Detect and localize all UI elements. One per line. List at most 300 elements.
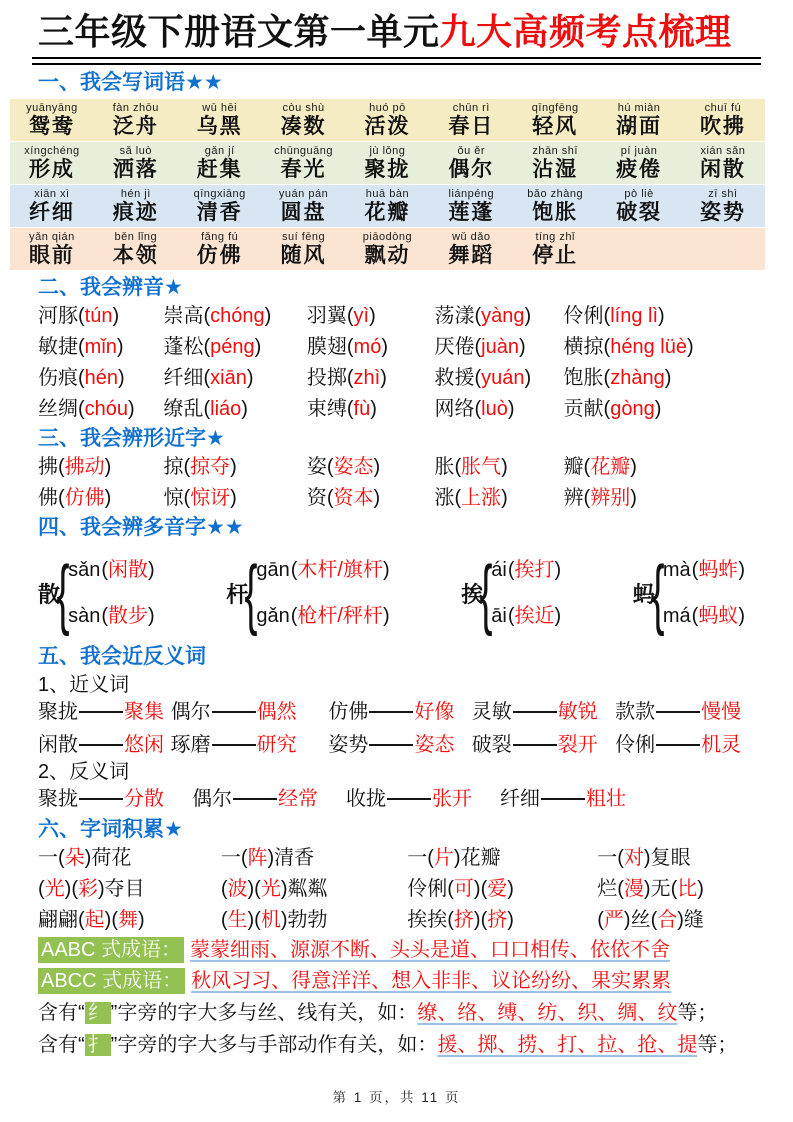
phonetic-word: 膜翅: [306, 336, 347, 358]
similar-character-item: [434, 486, 563, 510]
quantifier-item: 一(对)复眼: [597, 847, 691, 869]
word-label: 清香: [196, 201, 243, 224]
dash-separator: [656, 744, 700, 746]
example-word: 上涨: [461, 487, 502, 509]
phonetic-word: 崇高: [163, 305, 204, 327]
vocab-cell: [597, 187, 681, 224]
pinyin-label: chūn rì: [452, 102, 490, 114]
phonetic-item: [564, 366, 755, 390]
example-word: 散步: [108, 605, 148, 627]
phonetic-pinyin: yì: [353, 305, 370, 327]
aabc-list: 蒙蒙细雨、源源不断、头头是道、口口相传、依依不舍: [190, 939, 671, 961]
pinyin-label: xíngchéng: [24, 145, 80, 157]
dash-separator: [212, 711, 256, 713]
pair-left: 聚拢: [38, 701, 78, 723]
synonym-pair: [38, 733, 171, 758]
synonym-pair: [171, 733, 329, 758]
polyphone-character: 散: [38, 581, 61, 607]
pinyin-label: huā bàn: [365, 188, 410, 200]
phonetic-word: 河豚: [38, 305, 78, 327]
base-character: 资: [306, 487, 327, 509]
base-character: 瓣: [563, 456, 584, 478]
pair-right: 好像: [414, 701, 455, 723]
polyphone-entry-top: [256, 558, 389, 582]
quantifier-item: 伶俐(可)(爱): [407, 878, 514, 900]
quantifier-item: 一(片)花瓣: [407, 847, 501, 869]
pinyin-label: zī shì: [708, 188, 738, 200]
section-1-heading: 一、我会写词语★★: [38, 71, 223, 94]
polyphone-entries: [256, 558, 389, 628]
word-label: 圆盘: [280, 201, 327, 224]
phonetic-item: [38, 335, 163, 359]
vocab-cell: [681, 101, 765, 138]
word-label: 仿佛: [196, 244, 243, 267]
pinyin-label: wū hēi: [202, 102, 238, 114]
pair-left: 偶尔: [192, 788, 232, 810]
similar-character-item: [564, 455, 755, 479]
vocab-row-1: [10, 99, 765, 141]
phonetic-pinyin: fù: [353, 398, 371, 420]
pair-left: 灵敏: [471, 701, 512, 723]
vocab-cell: [513, 101, 597, 138]
pinyin-reading: má: [662, 605, 691, 627]
phonetics-grid: [38, 304, 755, 421]
polyphone-group: [38, 553, 155, 633]
vocab-cell: [429, 230, 513, 267]
silk-radical-highlight: 纟: [85, 1002, 111, 1024]
polyphone-group: [226, 553, 389, 633]
word-label: 赶集: [196, 158, 243, 181]
example-word: 姿态: [333, 456, 374, 478]
pair-left: 收拢: [346, 788, 386, 810]
polyphone-entry-bottom: [663, 604, 745, 628]
page-footer: 第 1 页，共 11 页: [332, 1090, 461, 1105]
similar-character-item: [163, 486, 306, 510]
word-label: 轻风: [532, 115, 579, 138]
phonetic-pinyin: luò: [481, 398, 508, 420]
example-word: 资本: [333, 487, 374, 509]
pair-right: 姿态: [414, 734, 455, 756]
base-character: 涨: [434, 487, 455, 509]
phonetic-word: 蓬松: [163, 336, 204, 358]
antonym-pair: [192, 787, 318, 812]
radical-note-silk: 含有“ 纟 ”字旁的字大多与丝、线有关，如：缭、络、缚、纺、织、绸、纹等；: [38, 1002, 718, 1024]
phonetic-item: [564, 397, 755, 421]
phonetic-pinyin: mó: [353, 336, 382, 358]
phonetic-word: 敏捷: [38, 336, 78, 358]
base-character: 惊: [163, 487, 184, 509]
phonetic-pinyin: zhàng: [610, 367, 665, 389]
quantifier-item: 一(朵)荷花: [38, 847, 132, 869]
synonym-pair: [328, 733, 471, 758]
quantifier-item: (严)丝(合)缝: [597, 909, 704, 931]
similar-character-item: [38, 486, 163, 510]
example-word: 胀气: [461, 456, 502, 478]
phonetic-pinyin: gòng: [610, 398, 655, 420]
vocab-cell: [178, 144, 262, 181]
pinyin-label: tíng zhǐ: [535, 231, 575, 243]
synonyms-grid: [38, 700, 755, 758]
pair-right: 经常: [278, 788, 318, 810]
antonym-pair: [346, 787, 472, 812]
phonetic-item: [434, 304, 563, 328]
vocab-table: [10, 99, 765, 270]
polyphone-entry-top: [68, 558, 155, 582]
phonetic-item: [434, 397, 563, 421]
word-label: 眼前: [28, 244, 75, 267]
phonetic-item: [564, 335, 755, 359]
phonetic-word: 横掠: [563, 336, 604, 358]
pinyin-label: pò liè: [624, 188, 654, 200]
quantifier-item: 烂(漫)无(比): [597, 878, 704, 900]
word-label: 姿势: [699, 201, 746, 224]
pair-left: 破裂: [471, 734, 512, 756]
polyphone-character: 挨: [461, 581, 484, 607]
example-word: 拂动: [64, 456, 105, 478]
brace-icon: [651, 553, 664, 633]
polyphone-diagram: [38, 547, 745, 639]
polyphone-entry-top: [663, 558, 745, 582]
word-label: 鸳鸯: [28, 115, 75, 138]
polyphone-group: [461, 553, 561, 633]
pair-left: 纤细: [500, 788, 540, 810]
word-label: 疲倦: [616, 158, 663, 181]
phonetic-word: 网络: [434, 398, 475, 420]
similar-character-item: [307, 455, 435, 479]
vocab-cell: [429, 101, 513, 138]
section-5-heading: 五、我会近反义词: [38, 645, 206, 668]
pinyin-label: yuānyāng: [26, 102, 78, 114]
example-word: 蚂蚁: [698, 605, 739, 627]
synonym-pair: [328, 700, 471, 725]
abcc-list: 秋风习习、得意洋洋、想入非非、议论纷纷、果实累累: [191, 970, 672, 992]
vocab-cell: [597, 101, 681, 138]
phonetic-item: [307, 397, 435, 421]
quantifier-item: (光)(彩)夺目: [38, 878, 145, 900]
vocab-cell: [429, 144, 513, 181]
phonetic-word: 羽翼: [306, 305, 347, 327]
phonetic-pinyin: yuán: [481, 367, 525, 389]
similar-character-item: [434, 455, 563, 479]
word-label: 泛舟: [112, 115, 159, 138]
word-label: 洒落: [112, 158, 159, 181]
vocab-cell: [513, 230, 597, 267]
synonym-pair: [615, 733, 755, 758]
word-label: 吹拂: [699, 115, 746, 138]
similar-character-item: [307, 486, 435, 510]
vocab-cell: [94, 187, 178, 224]
polyphone-entries: [663, 558, 745, 628]
phonetic-pinyin: péng: [210, 336, 255, 358]
vocab-cell: [262, 230, 346, 267]
pinyin-label: pí juàn: [620, 145, 658, 157]
section-2-heading: 二、我会辨音★: [38, 276, 183, 299]
phonetic-item: [38, 397, 163, 421]
title-red-part: 九大高频考点梳理: [439, 11, 732, 52]
section-4-heading: 四、我会辨多音字★★: [38, 516, 244, 539]
word-label: 沾湿: [532, 158, 579, 181]
base-character: 拂: [38, 456, 58, 478]
pinyin-label: běn lǐng: [114, 231, 158, 243]
pinyin-label: piāodòng: [362, 231, 413, 243]
phonetic-pinyin: liáo: [210, 398, 242, 420]
dash-separator: [369, 744, 413, 746]
quantifier-item: 一(阵)清香: [220, 847, 315, 869]
vocab-cell: [346, 187, 430, 224]
dash-separator: [369, 711, 413, 713]
page-title: [38, 10, 755, 54]
phonetic-word: 伤痕: [38, 367, 78, 389]
phonetic-word: 缭乱: [163, 398, 204, 420]
aabc-label: AABC 式成语：: [38, 937, 184, 963]
example-word: 挨打: [514, 559, 555, 581]
vocab-cell: [94, 230, 178, 267]
synonym-pair: [171, 700, 329, 725]
example-word: 花瓣: [590, 456, 631, 478]
pair-right: 偶然: [256, 701, 297, 723]
hand-radical-highlight: 扌: [85, 1034, 111, 1056]
aabc-idioms-line: [38, 936, 755, 965]
synonym-pair: [472, 733, 615, 758]
pinyin-label: ǒu ěr: [457, 145, 486, 157]
phonetic-word: 贡献: [563, 398, 604, 420]
phonetic-item: [564, 304, 755, 328]
pinyin-reading: sǎn: [68, 559, 101, 581]
word-label: 湖面: [616, 115, 663, 138]
pair-left: 仿佛: [328, 701, 369, 723]
vocab-row-3: [10, 185, 765, 227]
brace-icon: [57, 553, 70, 633]
phonetic-word: 纤细: [163, 367, 204, 389]
base-character: 掠: [163, 456, 184, 478]
phonetic-pinyin: hén: [84, 367, 119, 389]
word-label: 本领: [112, 244, 159, 267]
phonetic-item: [307, 304, 435, 328]
pinyin-label: hú miàn: [617, 102, 661, 114]
dash-separator: [79, 744, 123, 746]
pair-right: 研究: [256, 734, 297, 756]
dash-separator: [387, 798, 431, 800]
similar-characters-grid: [38, 455, 755, 510]
pinyin-label: fǎng fú: [201, 231, 239, 243]
phonetic-item: [307, 335, 435, 359]
vocab-row-2: [10, 142, 765, 184]
pinyin-label: jù lǒng: [369, 145, 406, 157]
example-word: 挨近: [514, 605, 555, 627]
dash-separator: [233, 798, 277, 800]
polyphone-character: 蚂: [632, 581, 655, 607]
vocab-cell: [178, 187, 262, 224]
pinyin-label: sǎ luò: [119, 145, 152, 157]
word-label: 闲散: [699, 158, 746, 181]
example-word: 掠夺: [190, 456, 231, 478]
vocab-row-4: [10, 228, 765, 270]
quantifier-grid: [38, 846, 755, 932]
dash-separator: [656, 711, 700, 713]
pinyin-label: qīngfēng: [531, 102, 579, 114]
polyphone-entry-bottom: [491, 604, 561, 628]
pair-left: 琢磨: [170, 734, 211, 756]
phonetic-word: 投掷: [306, 367, 347, 389]
vocab-cell: [346, 144, 430, 181]
word-label: 痕迹: [112, 201, 159, 224]
phonetic-word: 伶俐: [563, 305, 604, 327]
pinyin-label: xiān xì: [34, 188, 70, 200]
vocab-cell: [346, 230, 430, 267]
antonyms-label: 2、反义词: [38, 761, 130, 783]
pair-right: 分散: [124, 788, 164, 810]
pinyin-label: zhān shī: [532, 145, 578, 157]
phonetic-item: [163, 366, 306, 390]
synonym-pair: [38, 700, 171, 725]
base-character: 胀: [434, 456, 455, 478]
pair-left: 聚拢: [38, 788, 78, 810]
vocab-cell: [10, 101, 94, 138]
phonetic-pinyin: tún: [84, 305, 113, 327]
title-underline: [32, 57, 761, 65]
title-black-part: 三年级下册语文第一单元: [38, 11, 440, 52]
quantifier-item: 挨挨(挤)(挤): [407, 909, 514, 931]
vocab-cell: [262, 101, 346, 138]
radical-note-hand: 含有“ 扌 ”字旁的字大多与手部动作有关，如：援、掷、捞、打、拉、抢、提等；: [38, 1034, 738, 1056]
pair-right: 敏锐: [557, 701, 598, 723]
phonetic-word: 厌倦: [434, 336, 475, 358]
example-word: 仿佛: [64, 487, 105, 509]
phonetic-pinyin: mǐn: [84, 336, 117, 358]
phonetic-word: 荡漾: [434, 305, 475, 327]
pinyin-label: còu shù: [282, 102, 325, 114]
pinyin-label: hén jì: [120, 188, 151, 200]
pair-left: 伶俐: [615, 734, 656, 756]
polyphone-entry-bottom: [68, 604, 155, 628]
pinyin-reading: āi: [491, 605, 507, 627]
word-label: 聚拢: [364, 158, 411, 181]
pinyin-label: liánpéng: [448, 188, 495, 200]
pair-right: 裂开: [557, 734, 598, 756]
base-character: 佛: [38, 487, 58, 509]
synonym-pair: [615, 700, 755, 725]
word-label: 破裂: [616, 201, 663, 224]
polyphone-entry-top: [491, 558, 561, 582]
pinyin-label: fàn zhōu: [112, 102, 159, 114]
word-label: 纤细: [28, 201, 75, 224]
section-3-heading: 三、我会辨形近字★: [38, 427, 225, 450]
vocab-cell: [346, 101, 430, 138]
phonetic-item: [434, 335, 563, 359]
phonetic-pinyin: chóu: [84, 398, 129, 420]
pinyin-label: chuī fú: [704, 102, 742, 114]
quantifier-item: (波)(光)粼粼: [220, 878, 328, 900]
pair-left: 姿势: [328, 734, 369, 756]
vocab-cell: [513, 144, 597, 181]
synonym-pair: [472, 700, 615, 725]
similar-character-item: [163, 455, 306, 479]
example-word: 闲散: [108, 559, 148, 581]
phonetic-item: [163, 304, 306, 328]
phonetic-word: 束缚: [306, 398, 347, 420]
hand-radical-examples: 援、掷、捞、打、拉、抢、提: [437, 1034, 698, 1056]
base-character: 辨: [563, 487, 584, 509]
phonetic-item: [38, 304, 163, 328]
base-character: 姿: [306, 456, 327, 478]
example-word: 蚂蚱: [698, 559, 739, 581]
dash-separator: [79, 798, 123, 800]
phonetic-item: [38, 366, 163, 390]
pinyin-reading: ái: [491, 559, 507, 581]
phonetic-pinyin: líng lì: [610, 305, 659, 327]
word-label: 凑数: [280, 115, 327, 138]
pair-right: 粗壮: [586, 788, 626, 810]
antonyms-row: [38, 787, 755, 812]
pinyin-label: xián sǎn: [700, 145, 746, 157]
pair-left: 偶尔: [170, 701, 211, 723]
pair-right: 悠闲: [124, 734, 164, 756]
section-6-heading: 六、字词积累★: [38, 818, 183, 841]
abcc-idioms-line: [38, 967, 755, 996]
pinyin-label: qīngxiāng: [193, 188, 246, 200]
phonetic-word: 饱胀: [563, 367, 604, 389]
antonym-pair: [38, 787, 164, 812]
vocab-cell: [94, 101, 178, 138]
pinyin-label: gǎn jí: [204, 145, 235, 157]
quantifier-item: (生)(机)勃勃: [220, 909, 328, 931]
polyphone-entries: [491, 558, 561, 628]
word-label: 舞蹈: [448, 244, 495, 267]
pinyin-reading: sàn: [68, 605, 101, 627]
pinyin-reading: mà: [662, 559, 691, 581]
pinyin-label: huó pō: [369, 102, 406, 114]
pair-right: 慢慢: [701, 701, 742, 723]
vocab-cell: [10, 187, 94, 224]
dash-separator: [79, 711, 123, 713]
vocab-cell: [262, 144, 346, 181]
vocab-cell: [10, 230, 94, 267]
antonym-pair: [500, 787, 626, 812]
dash-separator: [212, 744, 256, 746]
word-label: 莲蓬: [448, 201, 495, 224]
polyphone-character: 杆: [226, 581, 249, 607]
vocab-cell: [681, 187, 765, 224]
vocab-cell: [94, 144, 178, 181]
phonetic-pinyin: zhì: [353, 367, 381, 389]
pair-left: 款款: [615, 701, 656, 723]
dash-separator: [513, 711, 557, 713]
pinyin-label: yǎn qián: [29, 231, 75, 243]
pair-right: 张开: [432, 788, 472, 810]
word-label: 活泼: [364, 115, 411, 138]
pinyin-label: bǎo zhàng: [527, 188, 584, 200]
similar-character-item: [38, 455, 163, 479]
vocab-cell: [681, 144, 765, 181]
word-label: 乌黑: [196, 115, 243, 138]
brace-icon: [245, 553, 258, 633]
vocab-cell: [178, 101, 262, 138]
polyphone-group: [633, 553, 745, 633]
pinyin-reading: gǎn: [256, 605, 290, 627]
synonyms-label: 1、近义词: [38, 674, 130, 696]
phonetic-pinyin: héng lüè: [610, 336, 687, 358]
quantifier-item: 翩翩(起)(舞): [38, 909, 145, 931]
vocab-cell: [10, 144, 94, 181]
pair-right: 机灵: [701, 734, 742, 756]
example-word: 辨别: [590, 487, 631, 509]
word-label: 形成: [28, 158, 75, 181]
phonetic-item: [434, 366, 563, 390]
phonetic-item: [163, 335, 306, 359]
word-label: 随风: [280, 244, 327, 267]
vocab-cell: [597, 144, 681, 181]
example-word: 木杆/旗杆: [297, 559, 383, 581]
